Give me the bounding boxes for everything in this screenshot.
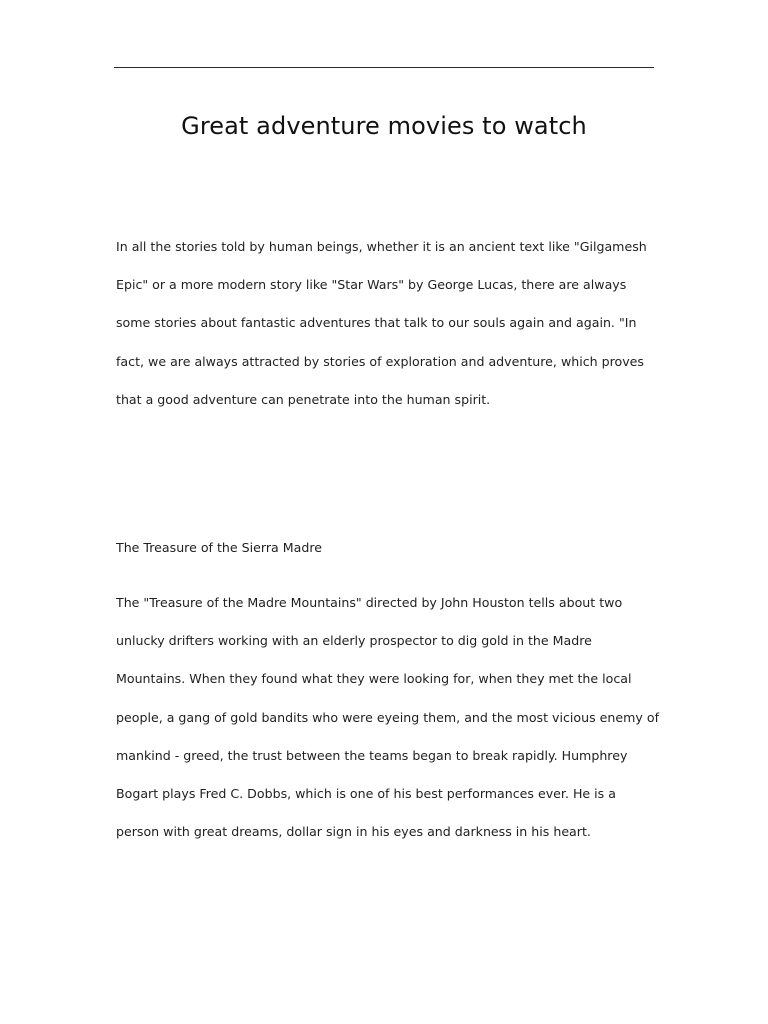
document-title: Great adventure movies to watch bbox=[181, 112, 587, 140]
header-rule bbox=[114, 67, 654, 68]
section-paragraph: The "Treasure of the Madre Mountains" directed by John Houston tells about two unlucky drifters working with an elderly prospector to dig gold in the Madre Mountains. When they found what they were looking for, when they met the local people, a gang of gold bandits who were eyeing them, and the most vicious enemy of mankind - greed, the trust between the teams began to break rapidly. Humphrey Bogart plays Fred C. Dobbs, which is one of his best performances ever. He is a person with great dreams, dollar sign in his eyes and darkness in his heart. bbox=[116, 595, 660, 840]
section-heading: The Treasure of the Sierra Madre bbox=[116, 540, 322, 555]
intro-paragraph: In all the stories told by human beings, whether it is an ancient text like "Gilgamesh Epic" or a more modern story like "Star Wars" by George Lucas, there are always some stories about fantastic adventures that talk to our souls again and again. "In fact, we are always attracted by stories of exploration and adventure, which proves that a good adventure can penetrate into the human spirit. bbox=[116, 239, 647, 407]
